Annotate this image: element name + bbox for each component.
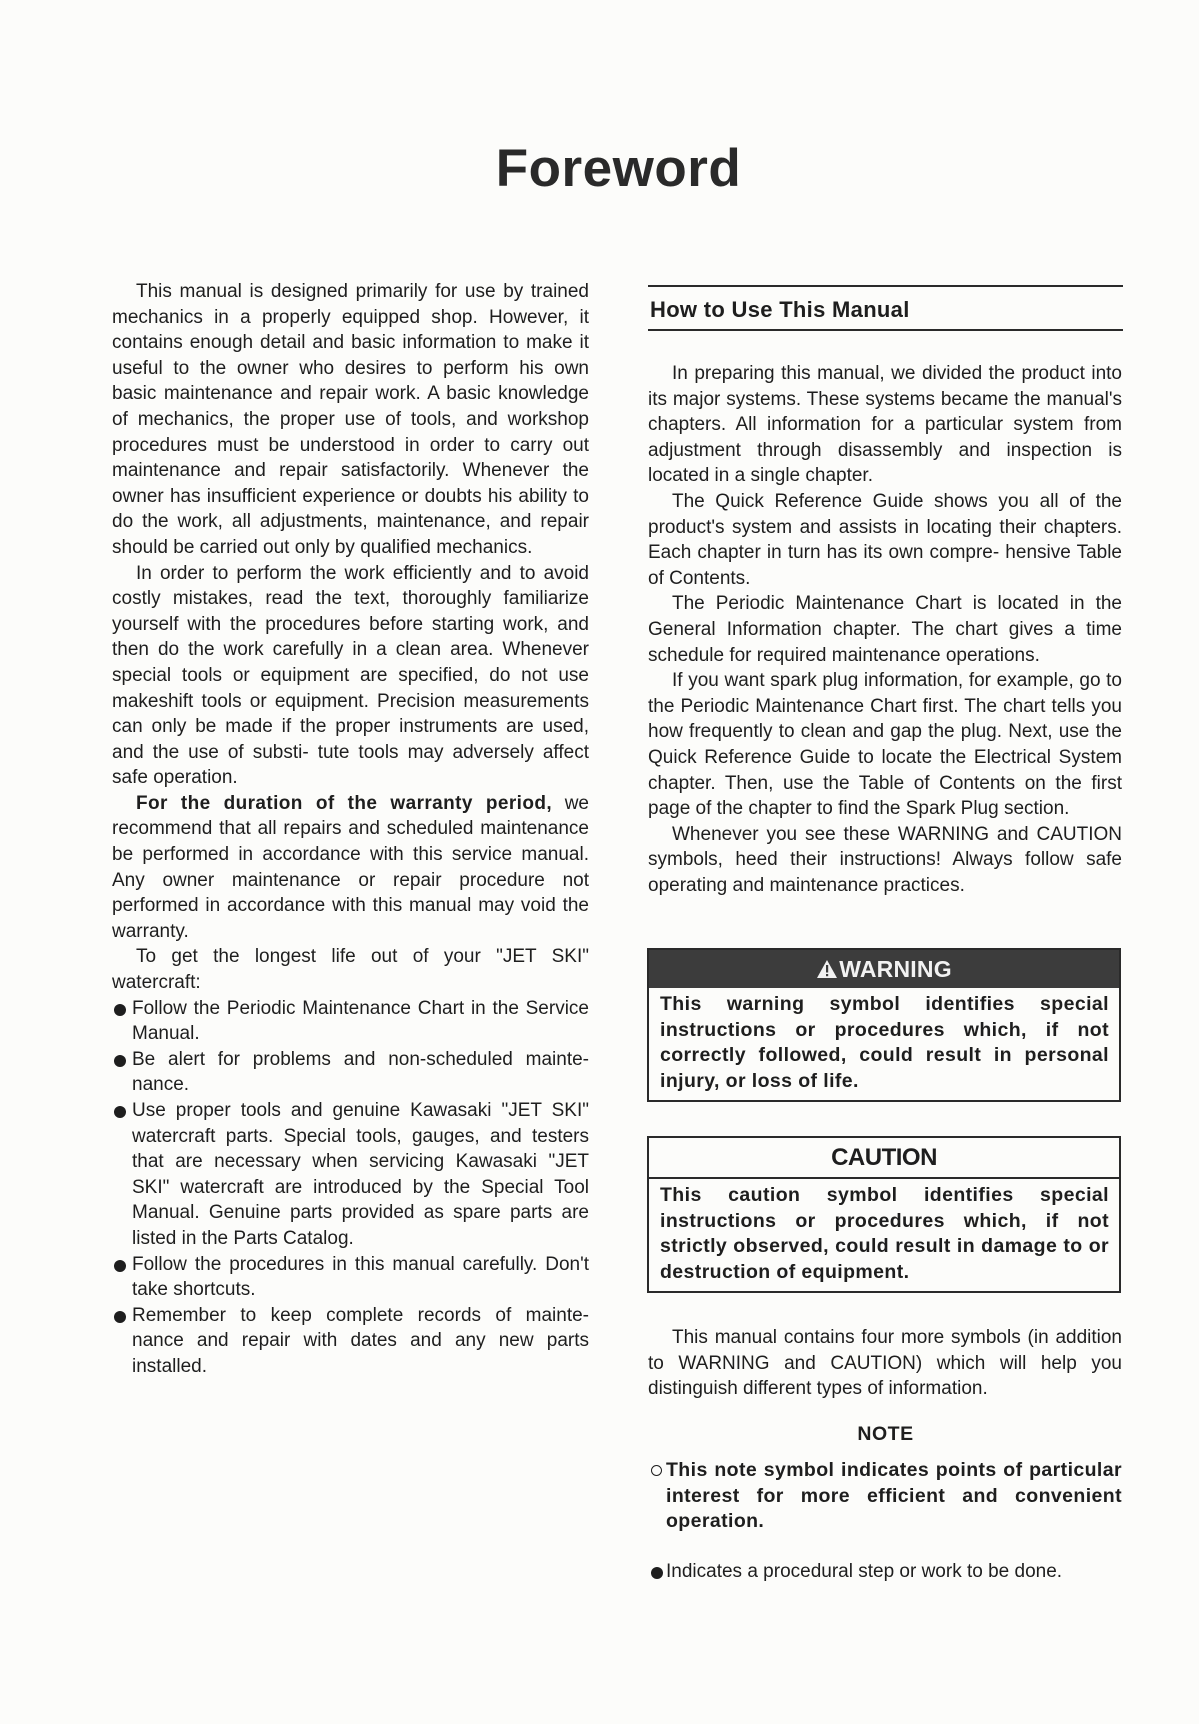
paragraph: To get the longest life out of your "JET SKI" watercraft: [112,946,589,994]
paragraph: The Periodic Maintenance Chart is located in the General Information chapter. The chart gives a time schedule for required maintenance operations. [648,593,1122,666]
list-item: Follow the procedures in this manual carefully. Don't take shortcuts. [112,1252,589,1303]
section-heading [648,285,1123,331]
page-title: Foreword [495,139,742,198]
bullet-icon [114,1055,126,1067]
caution-text: This caution symbol identifies special instructions or procedures which, if not strictly observed, could result in damage to or destruction of equipment. [660,1184,1109,1283]
list-item: Use proper tools and genuine Kawasaki "JET SKI" watercraft parts. Special tools, gauges, and testers that are necessary when servicing Kawasaki "JET SKI" watercraft are introduced by the Special Tool Manual. Genuine parts provided as spare parts are listed in the Parts Catalog. [112,1098,589,1252]
left-column [112,279,589,1380]
warning-triangle-icon [816,959,838,979]
note-item: This note symbol indicates points of particular interest for more efficient and convenient operation. [648,1458,1122,1535]
paragraph: This manual is designed primarily for use by trained mechanics in a properly equipped shop. However, it contains enough detail and basic information to make it useful to the owner who desires to perform his own basic maintenance and repair work. A basic knowledge of mechanics, the proper use of tools, and workshop procedures must be understood in order to carry out maintenance and repair satisfactorily. Whenever the owner has insufficient experience or doubts his ability to do the work, all adjustments, maintenance, and repair should be carried out only by qualified mechanics. [112,281,589,558]
step-item: Indicates a procedural step or work to be done. [648,1559,1122,1585]
warranty-rest: we recommend that all repairs and scheduled maintenance be performed in accordance with this service manual. Any owner maintenance or repair procedure not performed in accordance with this manual may void the warranty. [112,792,589,942]
bullet-icon [651,1567,663,1579]
warning-text: This warning symbol identifies special instructions or procedures which, if not correctly followed, could result in personal injury, or loss of life. [660,993,1109,1092]
bullet-icon [114,1004,126,1016]
bullet-icon [114,1260,126,1272]
symbols-paragraph: This manual contains four more symbols (in addition to WARNING and CAUTION) which will help you distinguish different types of information. [648,1327,1122,1400]
warning-box [647,948,1121,1102]
caution-box [647,1136,1121,1293]
list-item: Follow the Periodic Maintenance Chart in the Service Manual. [112,996,589,1047]
note-title: NOTE [857,1423,914,1445]
caution-header: CAUTION [649,1138,1119,1179]
open-circle-icon [651,1465,662,1476]
bullet-icon [114,1311,126,1323]
paragraph: Whenever you see these WARNING and CAUTION symbols, heed their instructions! Always follow safe operating and maintenance practices. [648,823,1122,896]
bullet-icon [114,1106,126,1118]
section-heading-text: How to Use This Manual [650,297,910,322]
paragraph: In order to perform the work efficiently and to avoid costly mistakes, read the text, thoroughly familiarize yourself with the procedures before starting work, and then do the work carefully in a clean area. Whenever special tools or equipment are specified, do not use makeshift tools or equipment. Precision measurements can only be made if the proper instruments are used, and the use of substi- tute tools may adversely affect safe operation. [112,562,589,789]
paragraph: In preparing this manual, we divided the product into its major systems. These systems became the manual's chapters. All information for a particular system from adjustment through disassembly and inspection is located in a single chapter. [648,363,1122,487]
list-item: Be alert for problems and non-scheduled mainte- nance. [112,1047,589,1098]
paragraph: If you want spark plug information, for example, go to the Periodic Maintenance Chart first. The chart tells you how frequently to clean and gap the plug. Next, use the Quick Reference Guide to locate the Electrical System chapter. Then, use the Table of Contents on the first page of the chapter to find the Spark Plug section. [648,670,1122,820]
right-column [648,361,1122,898]
paragraph: The Quick Reference Guide shows you all of the product's system and assists in locating their chapters. Each chapter in turn has its own compre- hensive Table of Contents. [648,490,1122,589]
warning-header [649,950,1119,988]
warranty-lead: For the duration of the warranty period, [136,792,553,814]
list-item: Remember to keep complete records of mainte- nance and repair with dates and any new parts installed. [112,1303,589,1380]
tips-list [112,996,589,1380]
warranty-paragraph [112,791,589,945]
warning-label: WARNING [839,956,952,982]
